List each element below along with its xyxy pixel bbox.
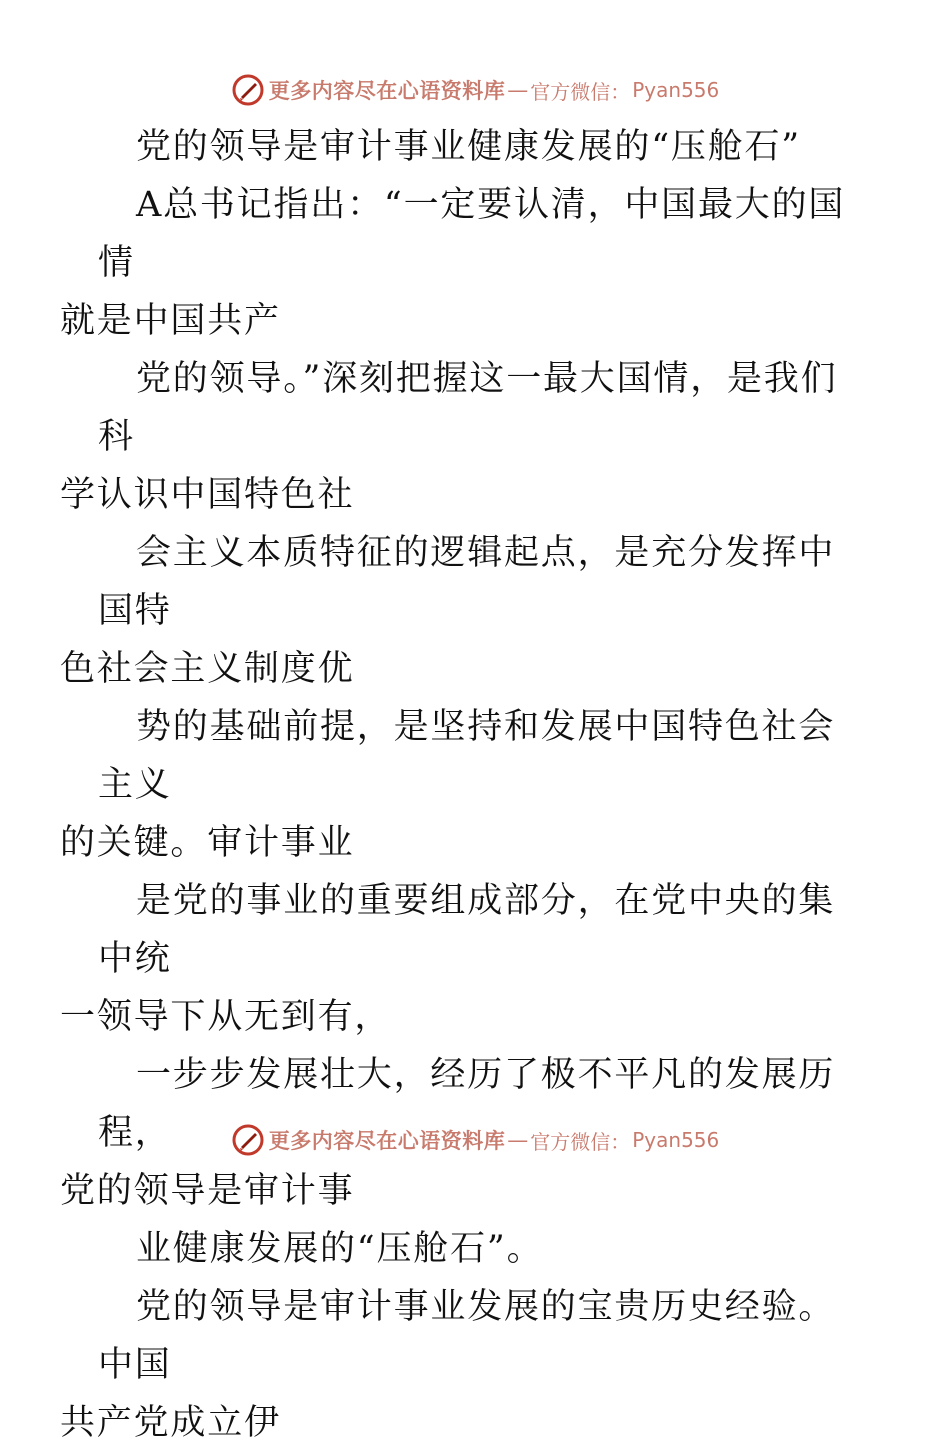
paragraph-line: 会主义本质特征的逻辑起点，是充分发挥中国特 [98,533,836,631]
header-dash: — [507,78,529,102]
paragraph-3 [60,350,858,524]
paragraph-line: 党的领导是审计事 [60,1171,355,1211]
brand-logo-icon [231,73,265,107]
paragraph-2 [60,176,858,350]
brand-logo-icon [231,1123,265,1157]
footer-wechat-label: 官方微信： [530,1129,631,1154]
footer-dash: — [507,1128,529,1152]
paragraph-line: 党的领导。”深刻把握这一最大国情，是我们科 [98,359,838,457]
paragraph-line: A总书记指出：“一定要认清，中国最大的国情 [98,185,846,283]
footer-wechat-id: Pyan556 [632,1128,720,1152]
paragraph-8 [98,1220,858,1278]
paragraph-5 [60,698,858,872]
paragraph-6 [60,872,858,1046]
paragraph-line: 一步步发展壮大，经历了极不平凡的发展历程， [98,1055,836,1153]
paragraph-line: 学认识中国特色社 [60,475,355,515]
paragraph-line: 业健康发展的“压舱石”。 [136,1229,544,1269]
paragraph-line: 势的基础前提，是坚持和发展中国特色社会主义 [98,707,836,805]
page-header [0,70,950,110]
paragraph-line: 就是中国共产 [60,301,281,341]
footer-brand-text: 更多内容尽在心语资料库 [268,1129,506,1153]
page-footer [0,1120,950,1160]
paragraph-line: 的关键。审计事业 [60,823,355,863]
header-brand-text: 更多内容尽在心语资料库 [268,79,506,103]
paragraph-9 [60,1278,858,1452]
paragraph-1 [98,118,858,176]
paragraph-line: 党的领导是审计事业健康发展的“压舱石” [136,127,801,167]
paragraph-line: 党的领导是审计事业发展的宝贵历史经验。中国 [98,1287,836,1385]
paragraph-line: 色社会主义制度优 [60,649,355,689]
paragraph-line: 一领导下从无到有， [60,997,392,1037]
paragraph-line: 是党的事业的重要组成部分，在党中央的集中统 [98,881,836,979]
header-wechat-id: Pyan556 [632,78,720,102]
document-body [60,118,858,1452]
paragraph-4 [60,524,858,698]
paragraph-line: 共产党成立伊 [60,1403,281,1443]
header-wechat-label: 官方微信： [530,79,631,104]
